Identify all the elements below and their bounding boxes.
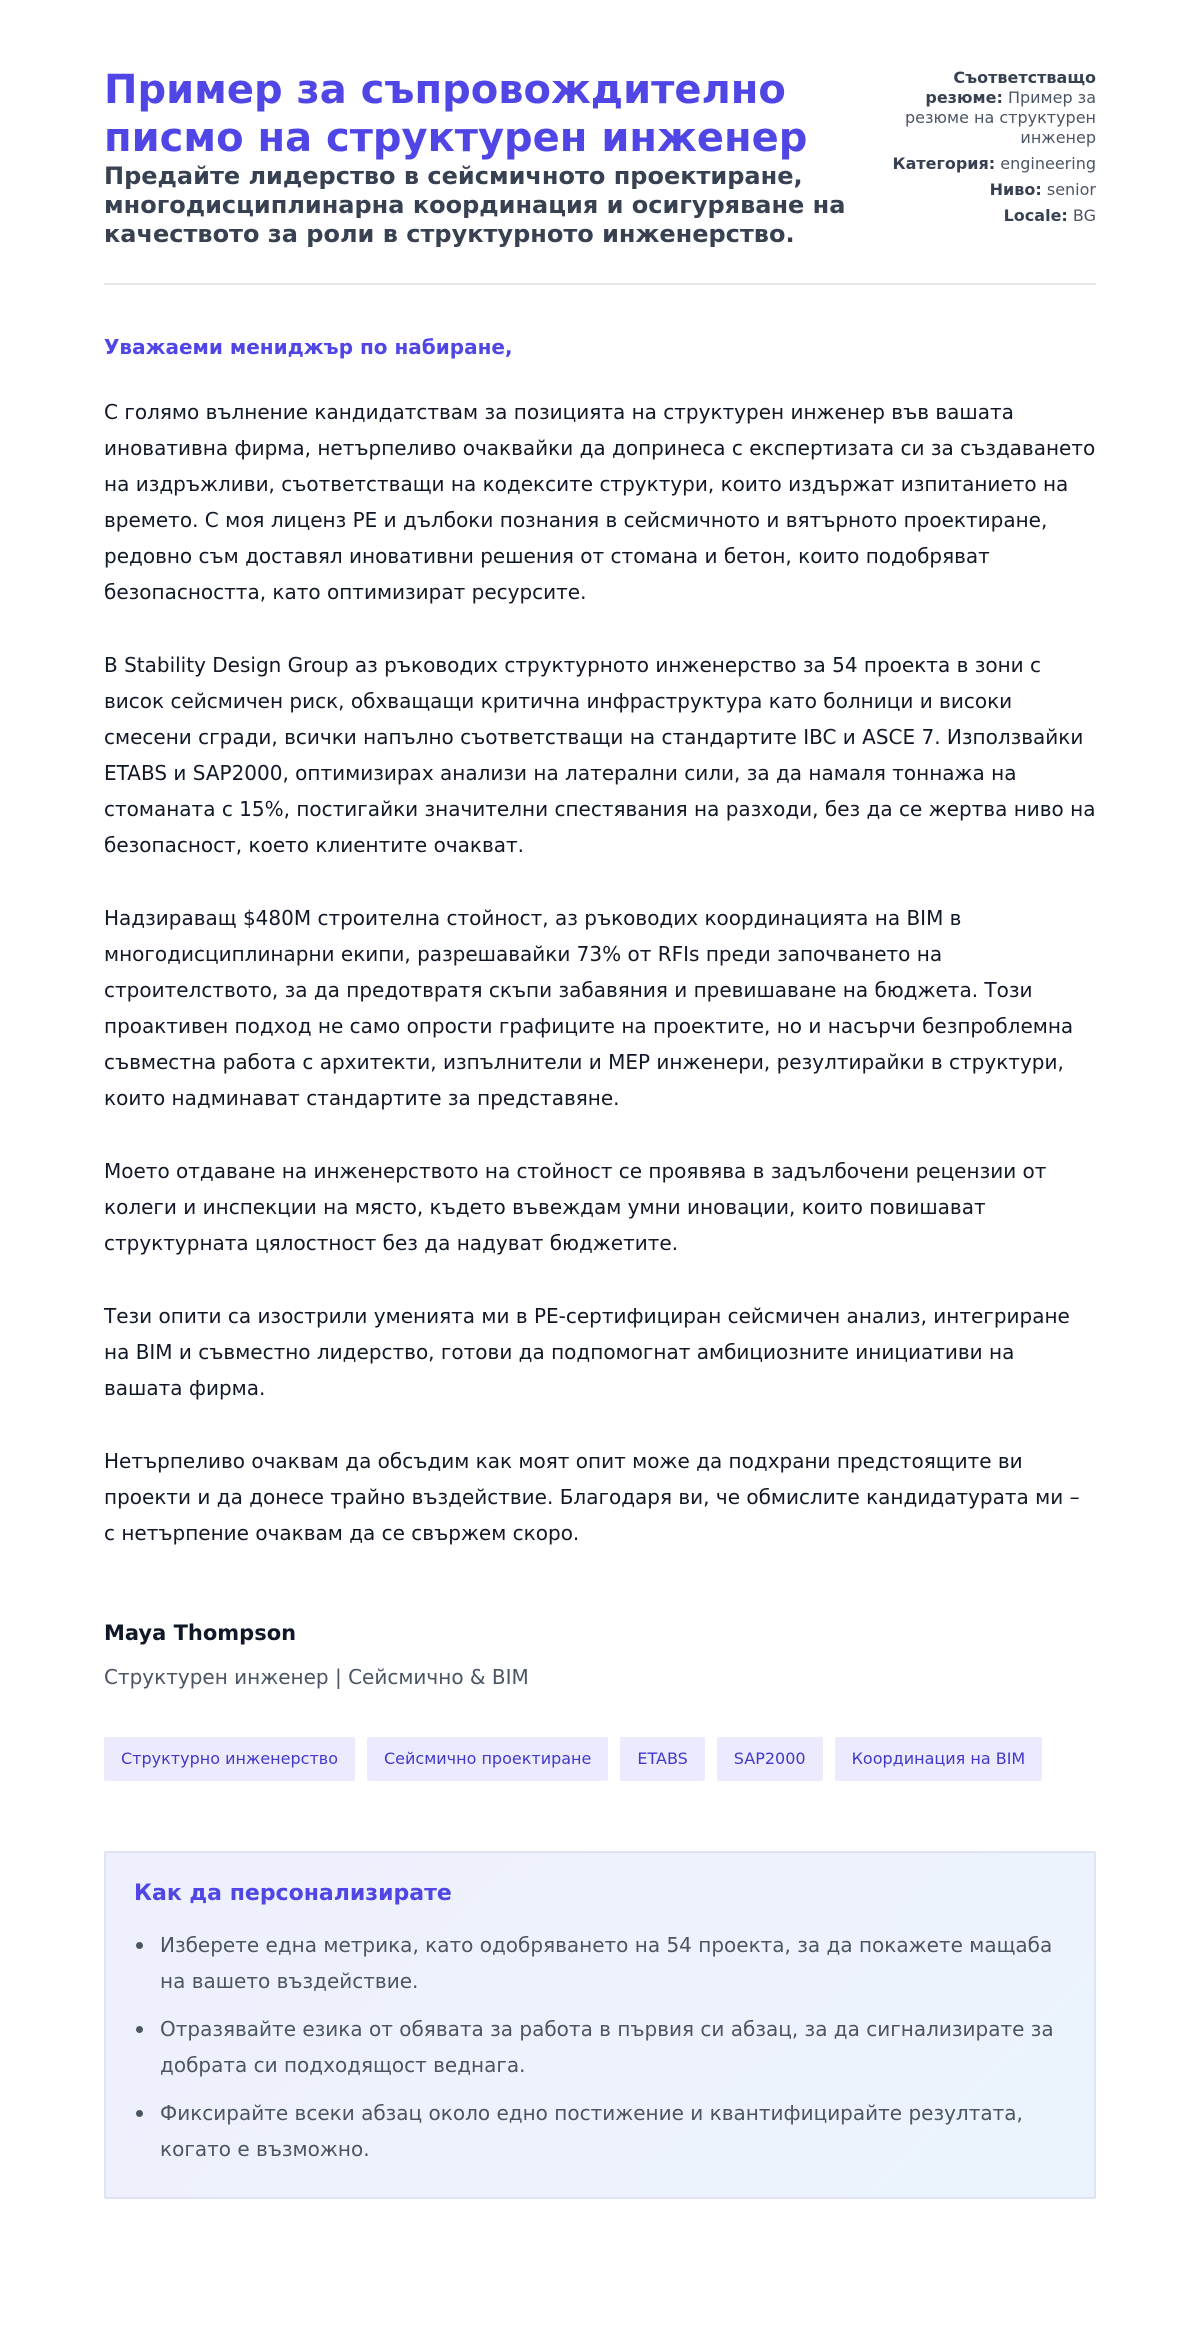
- meta-value-resume-link[interactable]: Пример за резюме на структурен инженер: [905, 88, 1096, 147]
- skill-tag: Структурно инженерство: [104, 1737, 355, 1781]
- letter-body: [104, 333, 1096, 1551]
- meta-value: senior: [1046, 180, 1096, 199]
- tips-item-text: Фиксирайте всеки абзац около едно постижение и квантифицирайте резултата, когато е възможно.: [160, 2101, 1023, 2161]
- letter-paragraph: В Stability Design Group аз ръководих структурното инженерство за 54 проекта в зони с висок сейсмичен риск, обхващащи критична инфраструктура като болници и високи смесени сгради, всички напълно съответстващи на стандартите IBC и ASCE 7. Използвайки ETABS и SAP2000, оптимизирах анализи на латерални сили, за да намаля тоннажа на стоманата с 15%, постигайки значителни спестявания на разходи, без да се жертва ниво на безопасност, което клиентите очакват.: [104, 653, 1096, 857]
- letter-paragraph: Моето отдаване на инженерството на стойност се проявява в задълбочени рецензии от колеги и инспекции на място, където въвеждам умни иновации, които повишават структурната цялостност без да надуват бюджетите.: [104, 1159, 1047, 1255]
- page-subtitle: Предайте лидерство в сейсмичното проектиране, многодисциплинарна координация и осигуряване на качеството за роли в структурното инженерство.: [104, 162, 846, 248]
- meta-key: Съответстващо резюме:: [925, 68, 1096, 107]
- tips-item-text: Отразявайте езика от обявата за работа в първия си абзац, за да сигнализирате за добрата си подходящост веднага.: [160, 2017, 1054, 2077]
- meta-category: [886, 154, 1096, 174]
- tips-list: [134, 1927, 1066, 2167]
- tips-item-text: Изберете една метрика, като одобряването на 54 проекта, за да покажете мащаба на вашето въздействие.: [160, 1933, 1053, 1993]
- letter-paragraph: Тези опити са изострили уменията ми в PE-сертифициран сейсмичен анализ, интегриране на BIM и съвместно лидерство, готови да подпомогнат амбициозните инициативи на вашата фирма.: [104, 1304, 1070, 1400]
- cover-letter-page: [104, 0, 1096, 2259]
- meta-locale: [886, 206, 1096, 226]
- letter-paragraph: Надзираващ $480M строителна стойност, аз ръководих координацията на BIM в многодисциплинарни екипи, разрешавайки 73% от RFIs преди започването на строителството, за да предотвратя скъпи забавяния и превишаване на бюджета. Този проактивен подход не само опрости графиците на проектите, но и насърчи безпроблемна съвместна работа с архитекти, изпълнители и MEP инженери, резултирайки в структури, които надминават стандартите за представяне.: [104, 906, 1074, 1110]
- letter-paragraph: Нетърпеливо очаквам да обсъдим как моят опит може да подхрани предстоящите ви проекти и да донесе трайно въздействие. Благодаря ви, че обмислите кандидатурата ми – с нетърпение очаквам да се свържем скоро.: [104, 1449, 1080, 1545]
- bullet-icon: [136, 2026, 143, 2033]
- tips-item: [134, 2011, 1066, 2083]
- tips-item: [134, 2095, 1066, 2167]
- personalization-tips-box: [104, 1851, 1096, 2199]
- meta-key: Категория:: [892, 154, 996, 173]
- meta-panel: [886, 66, 1096, 232]
- skill-tag: ETABS: [620, 1737, 704, 1781]
- meta-key: Locale:: [1003, 206, 1068, 225]
- meta-matching-resume: [886, 68, 1096, 148]
- letter-paragraph: С голямо вълнение кандидатствам за позицията на структурен инженер във вашата иновативна фирма, нетърпеливо очаквайки да допринеса с експертизата си за създаването на издръжливи, съответстващи на кодексите структури, които издържат изпитанието на времето. С моя лиценз PE и дълбоки познания в сейсмичното и вятърното проектиране, редовно съм доставял иновативни решения от стомана и бетон, които подобряват безопасността, като оптимизират ресурсите.: [104, 400, 1096, 604]
- salutation: Уважаеми мениджър по набиране,: [104, 335, 513, 359]
- bullet-icon: [136, 1942, 143, 1949]
- meta-value: engineering: [1000, 154, 1096, 173]
- page-title: Пример за съпровождително писмо на структурен инженер: [104, 67, 808, 161]
- skill-tag: Координация на BIM: [835, 1737, 1043, 1781]
- skill-tags: [104, 1737, 1096, 1781]
- page-header: [104, 66, 1096, 285]
- header-titles: [104, 66, 874, 249]
- tips-item: [134, 1927, 1066, 1999]
- meta-value: BG: [1072, 206, 1096, 225]
- skill-tag: SAP2000: [717, 1737, 823, 1781]
- tips-title: Как да персонализирате: [134, 1881, 452, 1906]
- bullet-icon: [136, 2110, 143, 2117]
- meta-key: Ниво:: [989, 180, 1042, 199]
- signature-title: Структурен инженер | Сейсмично & BIM: [104, 1665, 529, 1689]
- meta-level: [886, 180, 1096, 200]
- signature-block: [104, 1619, 1096, 1691]
- signature-name: Maya Thompson: [104, 1621, 297, 1645]
- skill-tag: Сейсмично проектиране: [367, 1737, 608, 1781]
